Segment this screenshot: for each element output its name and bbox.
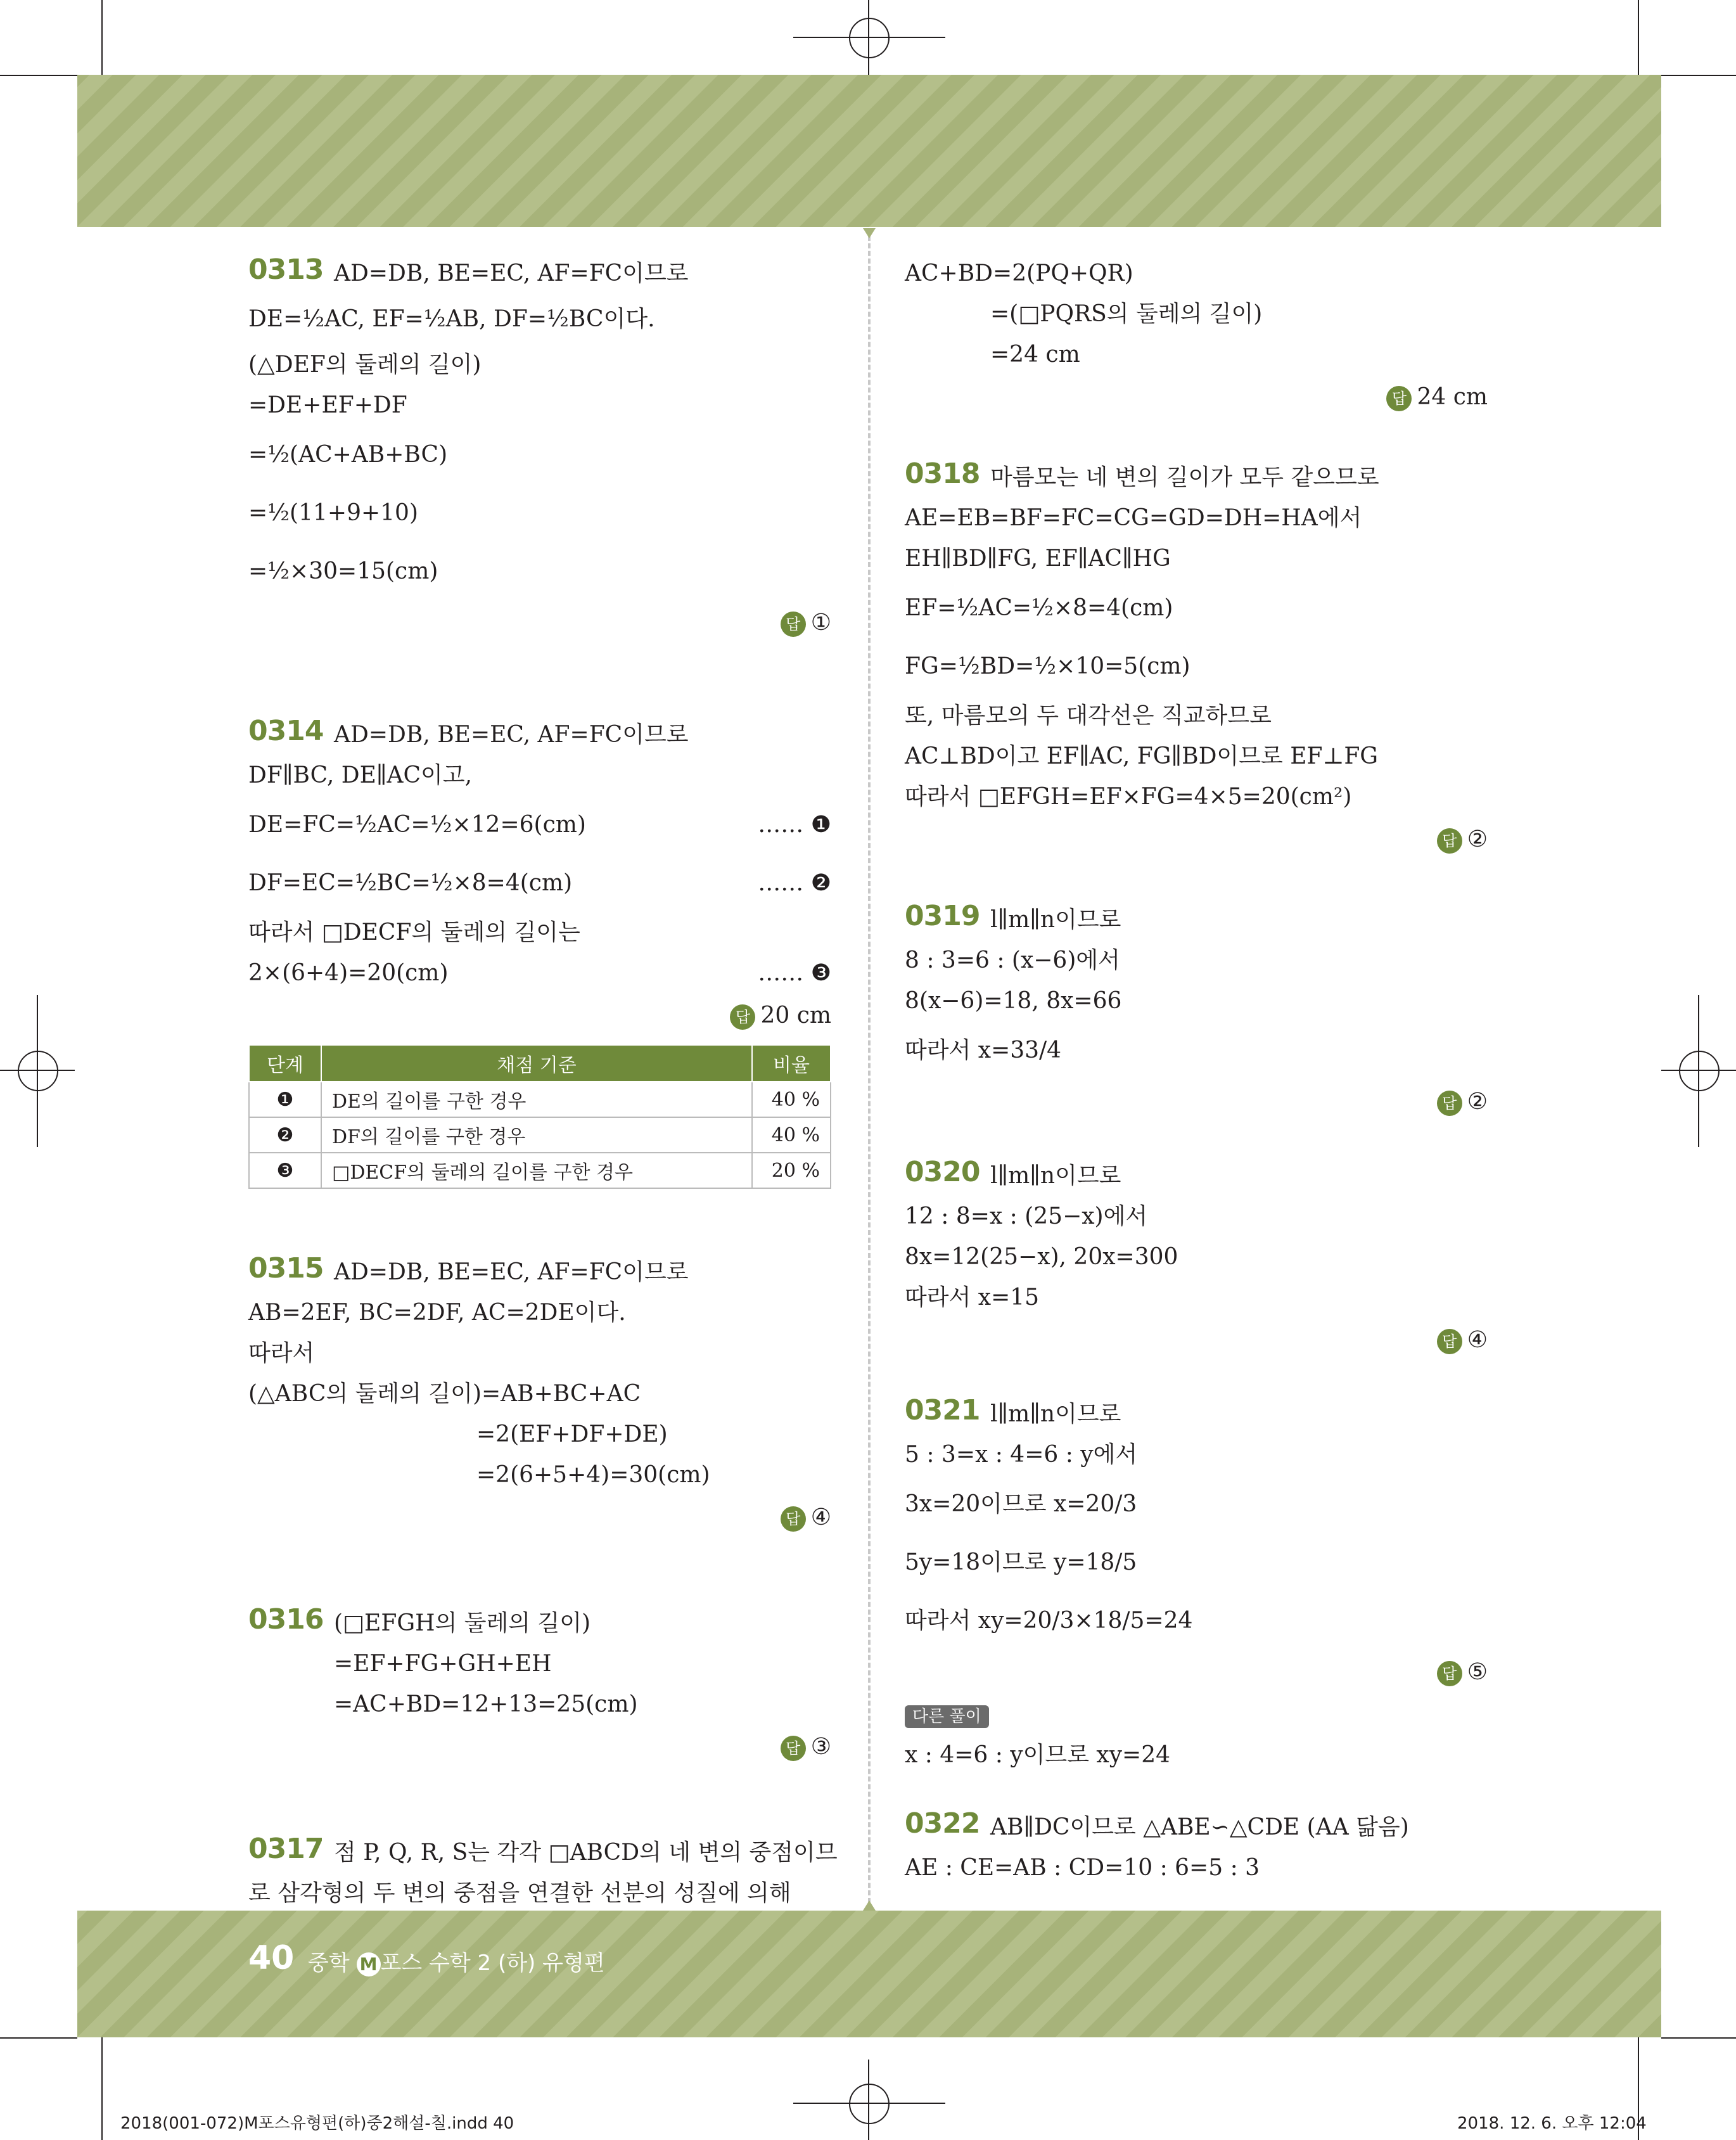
right-column: [905, 253, 1488, 1888]
solution-line: AB∥DC이므로 △ABE∽△CDE (AA 닮음): [990, 1814, 1409, 1840]
table-cell: 40 %: [752, 1117, 831, 1153]
solution-0322: [905, 1807, 1488, 1888]
table-row: [249, 1082, 831, 1117]
solution-line: EH∥BD∥FG, EF∥AC∥HG: [905, 546, 1171, 572]
answer-badge: 답: [781, 1506, 806, 1532]
table-row: [249, 1117, 831, 1153]
solution-0318: [905, 458, 1488, 862]
answer-value: ④: [810, 1504, 831, 1530]
answer: [905, 1080, 1488, 1124]
problem-number: 0315: [248, 1252, 324, 1285]
scoring-table: [248, 1044, 831, 1189]
problem-number: 0320: [905, 1156, 980, 1188]
solution-line: 5y=18이므로 y=18/5: [905, 1549, 1137, 1575]
step-marker: …… ❸: [758, 960, 831, 986]
table-cell: 40 %: [752, 1082, 831, 1117]
solution-line: =½(11+9+10): [248, 500, 418, 526]
table-cell: ❷: [249, 1117, 321, 1153]
problem-number: 0314: [248, 715, 324, 747]
solution-line: (□EFGH의 둘레의 길이): [334, 1610, 591, 1636]
solution-line: AD=DB, BE=EC, AF=FC이므로: [334, 260, 689, 286]
solution-text: DF=EC=½BC=½×8=4(cm): [248, 870, 573, 896]
header-band: [77, 75, 1661, 227]
solution-line: AE=EB=BF=FC=CG=GD=DH=HA에서: [905, 505, 1362, 531]
solution-line: =2(EF+DF+DE): [476, 1421, 668, 1447]
solution-line: 따라서 x=33/4: [905, 1037, 1062, 1063]
alt-solution-tag: 다른 풀이: [905, 1705, 989, 1728]
registration-mark-icon: [18, 1051, 58, 1091]
alt-solution: [905, 1695, 1488, 1735]
solution-line: =(□PQRS의 둘레의 길이): [990, 301, 1263, 327]
page-number: 40: [248, 1939, 295, 1977]
table-header: 단계: [249, 1045, 321, 1082]
table-cell: 20 %: [752, 1153, 831, 1188]
answer-value: ②: [1467, 1089, 1488, 1115]
registration-mark-icon: [1679, 1051, 1720, 1091]
solution-0320: [905, 1156, 1488, 1362]
crop-mark: [101, 2037, 103, 2140]
solution-0315: [248, 1252, 831, 1540]
solution-line: AC+BD=2(PQ+QR): [905, 260, 1133, 286]
problem-number: 0318: [905, 458, 980, 490]
divider-bottom-marker: [863, 1900, 876, 1911]
problem-number: 0322: [905, 1807, 980, 1840]
solution-line: (△DEF의 둘레의 길이): [248, 352, 482, 378]
problem-number: 0321: [905, 1394, 980, 1426]
answer-badge: 답: [1386, 386, 1412, 411]
m-logo-icon: M: [357, 1952, 381, 1977]
answer-value: ③: [810, 1734, 831, 1760]
solution-0317-continued: [905, 253, 1488, 420]
solution-0319: [905, 900, 1488, 1124]
solution-0313: [248, 253, 831, 645]
step-marker: …… ❶: [758, 812, 831, 838]
solution-line: 따라서 □EFGH=EF×FG=4×5=20(cm²): [905, 784, 1352, 810]
answer-value: ④: [1467, 1327, 1488, 1353]
book-title-prefix: 중학: [308, 1951, 350, 1976]
answer-badge: 답: [1437, 1329, 1462, 1354]
solution-line: AD=DB, BE=EC, AF=FC이므로: [334, 1259, 689, 1285]
crop-mark: [1638, 0, 1639, 75]
solution-line: =AC+BD=12+13=25(cm): [334, 1691, 638, 1717]
answer: [905, 817, 1488, 862]
problem-number: 0319: [905, 900, 980, 932]
solution-0321: [905, 1394, 1488, 1776]
answer: [905, 1650, 1488, 1695]
answer: [905, 1318, 1488, 1362]
solution-line: [248, 796, 831, 854]
solution-0314: [248, 715, 831, 1189]
table-cell: DE의 길이를 구한 경우: [321, 1082, 752, 1117]
step-marker: …… ❷: [758, 870, 831, 896]
answer: [248, 1496, 831, 1540]
solution-text: 2×(6+4)=20(cm): [248, 960, 449, 986]
table-cell: □DECF의 둘레의 길이를 구한 경우: [321, 1153, 752, 1188]
answer-badge: 답: [1437, 828, 1462, 854]
book-title-suffix: 포스 수학 2 (하) 유형편: [380, 1951, 605, 1976]
solution-line: 따라서: [248, 1340, 315, 1366]
answer: [248, 1725, 831, 1769]
solution-line: 따라서 □DECF의 둘레의 길이는: [248, 919, 580, 945]
solution-line: l∥m∥n이므로: [990, 907, 1121, 933]
problem-number: 0317: [248, 1833, 324, 1865]
solution-line: EF=½AC=½×8=4(cm): [905, 595, 1173, 621]
solution-line: [248, 854, 831, 913]
solution-line: 점 P, Q, R, S는 각각 □ABCD의 네 변의 중점이므: [334, 1840, 838, 1866]
solution-line: DE=½AC, EF=½AB, DF=½BC이다.: [248, 306, 655, 332]
answer-value: ①: [810, 610, 831, 636]
problem-number: 0313: [248, 253, 324, 286]
solution-line: 따라서 xy=20/3×18/5=24: [905, 1608, 1193, 1634]
solution-line: (△ABC의 둘레의 길이)=AB+BC+AC: [248, 1381, 641, 1407]
problem-number: 0316: [248, 1603, 324, 1636]
solution-line: =½×30=15(cm): [248, 558, 438, 584]
solution-line: AE : CE=AB : CD=10 : 6=5 : 3: [905, 1855, 1260, 1881]
solution-line: l∥m∥n이므로: [990, 1163, 1121, 1189]
solution-line: AC⊥BD이고 EF∥AC, FG∥BD이므로 EF⊥FG: [905, 743, 1379, 769]
book-title: [308, 1945, 605, 1977]
answer-badge: 답: [1437, 1661, 1462, 1686]
registration-mark-icon: [849, 2084, 890, 2124]
solution-line: =DE+EF+DF: [248, 392, 407, 418]
table-cell: ❶: [249, 1082, 321, 1117]
crop-mark: [1661, 2037, 1736, 2039]
solution-line: =EF+FG+GH+EH: [334, 1651, 552, 1677]
answer-badge: 답: [781, 1736, 806, 1761]
crop-mark: [0, 2037, 77, 2039]
solution-line: 12 : 8=x : (25−x)에서: [905, 1203, 1148, 1229]
solution-line: 5 : 3=x : 4=6 : y에서: [905, 1442, 1138, 1468]
registration-mark-icon: [849, 18, 890, 58]
answer-value: ②: [1467, 826, 1488, 852]
table-cell: ❸: [249, 1153, 321, 1188]
solution-line: [248, 953, 831, 994]
solution-line: =24 cm: [990, 342, 1080, 368]
solution-line: 따라서 x=15: [905, 1285, 1040, 1310]
table-cell: DF의 길이를 구한 경우: [321, 1117, 752, 1153]
solution-line: DF∥BC, DE∥AC이고,: [248, 762, 473, 788]
answer-badge: 답: [730, 1004, 755, 1030]
solution-line: AB=2EF, BC=2DF, AC=2DE이다.: [248, 1300, 626, 1326]
answer-value: 20 cm: [760, 1003, 831, 1028]
table-header: 채점 기준: [321, 1045, 752, 1082]
answer-value: ⑤: [1467, 1659, 1488, 1685]
solution-line: x : 4=6 : y이므로 xy=24: [905, 1742, 1171, 1768]
print-date: 2018. 12. 6. 오후 12:04: [1457, 2114, 1647, 2133]
answer: [248, 601, 831, 645]
solution-line: 8 : 3=6 : (x−6)에서: [905, 947, 1120, 973]
solution-line: 로 삼각형의 두 변의 중점을 연결한 선분의 성질에 의해: [248, 1880, 791, 1906]
answer-value: 24 cm: [1417, 384, 1488, 410]
table-row: [249, 1153, 831, 1188]
solution-text: DE=FC=½AC=½×12=6(cm): [248, 812, 586, 838]
divider-top-marker: [863, 228, 876, 238]
crop-mark: [1661, 75, 1736, 76]
solution-line: 8(x−6)=18, 8x=66: [905, 988, 1122, 1014]
crop-mark: [0, 75, 77, 76]
answer-badge: 답: [781, 612, 806, 637]
solution-0317: [248, 1833, 838, 1914]
solution-line: 3x=20이므로 x=20/3: [905, 1491, 1137, 1517]
file-slug: 2018(001-072)M포스유형편(하)중2해설-칠.indd 40: [120, 2114, 514, 2133]
answer: [905, 375, 1488, 420]
solution-0316: [248, 1603, 831, 1769]
solution-line: 8x=12(25−x), 20x=300: [905, 1244, 1178, 1270]
solution-line: 또, 마름모의 두 대각선은 직교하므로: [905, 703, 1272, 729]
solution-line: =2(6+5+4)=30(cm): [476, 1462, 710, 1488]
column-divider: [868, 228, 871, 1911]
answer-badge: 답: [1437, 1091, 1462, 1116]
solution-line: FG=½BD=½×10=5(cm): [905, 653, 1190, 679]
answer: [248, 994, 831, 1038]
solution-line: AD=DB, BE=EC, AF=FC이므로: [334, 722, 689, 748]
solution-line: 마름모는 네 변의 길이가 모두 같으므로: [990, 465, 1379, 490]
crop-mark: [101, 0, 103, 75]
left-column: [248, 253, 838, 1914]
table-header: 비율: [752, 1045, 831, 1082]
solution-line: =½(AC+AB+BC): [248, 442, 448, 468]
solution-line: l∥m∥n이므로: [990, 1401, 1121, 1427]
